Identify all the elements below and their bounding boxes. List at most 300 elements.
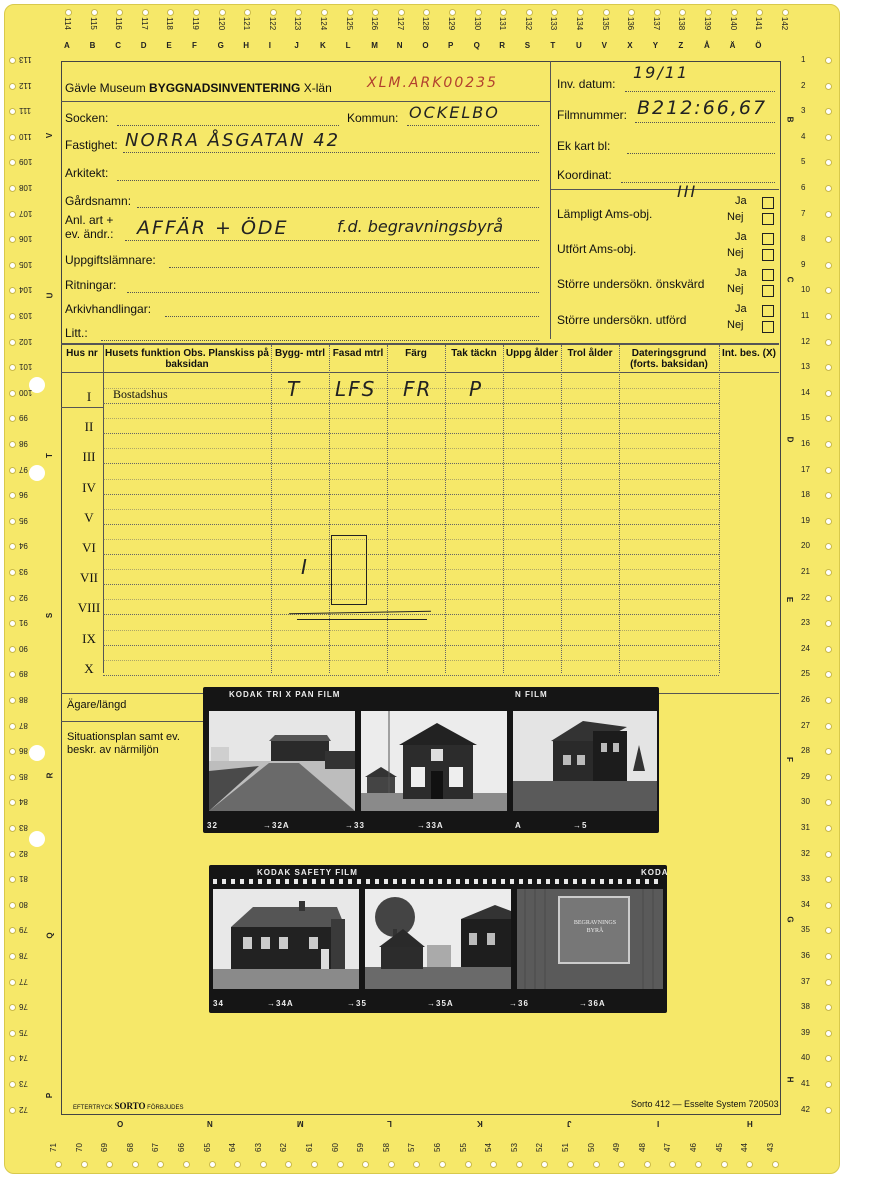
right-index-number: 5 xyxy=(801,157,806,167)
top-index-letter: X xyxy=(627,41,633,50)
bottom-index-number: 67 xyxy=(151,1143,161,1152)
anl-art-value-2: f.d. begravningsbyrå xyxy=(337,217,503,236)
photo-sign xyxy=(517,889,663,989)
punch-hole xyxy=(9,927,16,934)
left-index-number: 94 xyxy=(19,541,28,551)
right-index-number: 6 xyxy=(801,183,806,192)
filmnummer-label: Filmnummer: xyxy=(557,108,628,122)
punch-hole xyxy=(157,1161,164,1168)
left-index-number: 112 xyxy=(19,80,32,90)
left-index-number: 72 xyxy=(19,1104,28,1114)
top-index-number: 130 xyxy=(472,16,482,31)
punch-hole xyxy=(825,646,832,653)
left-index-number: 86 xyxy=(19,746,28,756)
top-index-number: 133 xyxy=(549,16,559,31)
table-row-line xyxy=(103,403,719,404)
film-frame-number: →33A xyxy=(417,821,444,830)
bottom-index-number: 45 xyxy=(714,1143,724,1152)
punch-hole xyxy=(9,1081,16,1088)
bottom-index-number: 60 xyxy=(330,1143,340,1152)
punch-hole xyxy=(628,9,635,16)
table-row-subline xyxy=(103,630,719,631)
film-frame-number: →36A xyxy=(579,999,606,1008)
punch-hole xyxy=(9,953,16,960)
punch-hole xyxy=(772,1161,779,1168)
bottom-index-letter: M xyxy=(297,1119,304,1128)
left-index-number: 103 xyxy=(19,311,33,320)
punch-hole xyxy=(423,9,430,16)
punch-hole xyxy=(825,57,832,64)
punch-hole xyxy=(347,9,354,16)
left-index-number: 107 xyxy=(19,208,33,218)
punch-hole xyxy=(55,1161,62,1168)
top-index-letter: F xyxy=(192,41,197,50)
row-number: VII xyxy=(79,570,99,586)
bottom-index-number: 70 xyxy=(74,1143,84,1152)
bottom-index-letter: J xyxy=(567,1119,572,1128)
table-row-line xyxy=(103,584,719,585)
bottom-index-letter: H xyxy=(747,1119,753,1128)
right-index-number: 23 xyxy=(801,618,810,628)
binder-hole xyxy=(29,745,45,761)
punch-hole xyxy=(825,390,832,397)
nej-checkbox xyxy=(762,285,774,297)
top-index-number: 126 xyxy=(370,16,380,31)
punch-hole xyxy=(413,1161,420,1168)
left-index-number: 96 xyxy=(19,490,28,500)
plan-sketch-building xyxy=(331,535,367,605)
film-strip-1 xyxy=(203,687,659,833)
table-row-line xyxy=(103,645,719,646)
film-frame-number: →35A xyxy=(427,999,454,1008)
filmnummer-value: B212:66,67 xyxy=(637,97,768,119)
punch-hole xyxy=(9,339,16,346)
nej-label: Nej xyxy=(727,211,744,223)
ja-label: Ja xyxy=(735,303,747,315)
nej-label: Nej xyxy=(727,319,744,331)
right-index-number: 4 xyxy=(801,131,806,141)
form-title: Gävle Museum BYGGNADSINVENTERING X-län xyxy=(65,81,332,95)
top-index-letter: D xyxy=(140,41,147,50)
top-index-number: 120 xyxy=(216,16,226,31)
right-index-number: 26 xyxy=(801,695,810,704)
left-index-number: 77 xyxy=(19,976,28,986)
row1-bygg: T xyxy=(287,377,302,401)
bottom-index-letter: I xyxy=(657,1119,660,1128)
punch-hole xyxy=(500,9,507,16)
socken-label: Socken: xyxy=(65,111,109,125)
left-index-number: 78 xyxy=(19,951,28,960)
kommun-label: Kommun: xyxy=(347,111,399,125)
punch-hole xyxy=(756,9,763,16)
column-header: Tak täckn xyxy=(451,348,497,359)
punch-hole xyxy=(295,9,302,16)
top-index-letter: V xyxy=(601,41,607,50)
film-frame-number: →36 xyxy=(509,999,529,1008)
punch-hole xyxy=(9,518,16,525)
top-index-letter: E xyxy=(166,41,172,50)
top-index-number: 139 xyxy=(703,16,713,31)
row-number: VI xyxy=(82,540,96,555)
punch-hole xyxy=(782,9,789,16)
punch-hole xyxy=(825,518,832,525)
punch-hole xyxy=(526,9,533,16)
left-index-number: 104 xyxy=(19,285,33,295)
left-index-number: 98 xyxy=(19,439,28,448)
right-index-number: 21 xyxy=(801,567,810,576)
left-index-number: 100 xyxy=(19,387,33,397)
situation-label-2: beskr. av närmiljön xyxy=(67,744,159,756)
bottom-index-number: 59 xyxy=(356,1143,366,1152)
punch-hole xyxy=(679,9,686,16)
punch-hole xyxy=(9,799,16,806)
bottom-index-number: 56 xyxy=(432,1143,442,1152)
bottom-index-number: 50 xyxy=(586,1143,596,1152)
punch-hole xyxy=(825,851,832,858)
punch-hole xyxy=(9,1004,16,1011)
punch-hole xyxy=(270,9,277,16)
film-strip-2 xyxy=(209,865,667,1013)
punch-hole xyxy=(654,9,661,16)
arkitekt-label: Arkitekt: xyxy=(65,166,109,180)
punch-hole xyxy=(388,1161,395,1168)
right-index-number: 10 xyxy=(801,285,810,295)
punch-hole xyxy=(9,108,16,115)
bottom-index-number: 66 xyxy=(176,1143,186,1152)
right-index-number: 28 xyxy=(801,746,810,756)
bottom-index-number: 57 xyxy=(407,1143,417,1152)
right-index-letter: E xyxy=(785,596,795,603)
photo-house-trees xyxy=(365,889,511,989)
ja-checkbox xyxy=(762,269,774,281)
punch-hole xyxy=(825,339,832,346)
table-row-subline xyxy=(103,448,719,449)
nej-label: Nej xyxy=(727,247,744,259)
punch-hole xyxy=(234,1161,241,1168)
film-frame-number: →33 xyxy=(345,821,365,830)
film2-brand: KODAK SAFETY FILM xyxy=(257,868,358,877)
column-header: Uppg ålder xyxy=(505,348,559,359)
punch-hole xyxy=(9,262,16,269)
bottom-index-number: 49 xyxy=(612,1143,622,1152)
punch-hole xyxy=(244,9,251,16)
punch-hole xyxy=(593,1161,600,1168)
right-index-number: 1 xyxy=(801,55,806,64)
right-index-number: 35 xyxy=(801,925,810,935)
punch-hole xyxy=(9,902,16,909)
punch-hole xyxy=(746,1161,753,1168)
row-number: X xyxy=(84,660,94,676)
film-frame-number: →35 xyxy=(347,999,367,1008)
punch-hole xyxy=(825,185,832,192)
top-index-number: 142 xyxy=(779,16,789,31)
bottom-index-number: 71 xyxy=(48,1143,58,1152)
punch-hole xyxy=(825,236,832,243)
right-index-number: 39 xyxy=(801,1027,810,1037)
punch-hole xyxy=(91,9,98,16)
table-row-subline xyxy=(103,660,719,661)
left-index-number: 82 xyxy=(19,848,28,858)
punch-hole xyxy=(825,211,832,218)
punch-hole xyxy=(618,1161,625,1168)
left-index-number: 110 xyxy=(19,131,32,141)
top-index-letter: O xyxy=(422,41,429,50)
bottom-index-number: 69 xyxy=(100,1143,110,1152)
binder-hole xyxy=(29,831,45,847)
punch-hole xyxy=(695,1161,702,1168)
row-number: III xyxy=(82,449,96,465)
top-index-letter: S xyxy=(524,41,531,50)
kommun-value: OCKELBO xyxy=(409,103,500,122)
top-index-letter: M xyxy=(371,41,378,50)
left-index-number: 87 xyxy=(19,720,28,730)
row-number: IX xyxy=(82,630,96,646)
left-index-number: 99 xyxy=(19,413,28,423)
bottom-index-number: 55 xyxy=(458,1143,468,1152)
left-index-number: 108 xyxy=(19,183,33,192)
lampligt-label: Lämpligt Ams-obj. xyxy=(557,207,653,221)
bottom-index-number: 43 xyxy=(765,1143,775,1152)
punch-hole xyxy=(825,620,832,627)
punch-hole xyxy=(9,236,16,243)
punch-hole xyxy=(490,1161,497,1168)
bottom-index-number: 61 xyxy=(304,1143,314,1152)
punch-hole xyxy=(825,902,832,909)
right-index-number: 7 xyxy=(801,208,806,218)
left-index-letter: R xyxy=(45,772,55,779)
nej-label: Nej xyxy=(727,283,744,295)
table-row-line xyxy=(103,554,719,555)
punch-hole xyxy=(825,287,832,294)
lampligt-mark: III xyxy=(677,182,698,201)
punch-hole xyxy=(825,1107,832,1114)
bottom-index-number: 54 xyxy=(484,1143,494,1152)
row-number: IV xyxy=(82,479,96,495)
left-index-number: 92 xyxy=(19,592,28,602)
inv-datum-value: 19/11 xyxy=(633,63,690,82)
punch-hole xyxy=(9,159,16,166)
column-header: Trol ålder xyxy=(567,348,613,359)
left-index-number: 85 xyxy=(19,771,28,781)
right-index-letter: F xyxy=(784,757,794,762)
left-index-number: 109 xyxy=(19,157,33,167)
punch-hole xyxy=(825,467,832,474)
top-index-number: 118 xyxy=(165,17,175,30)
bottom-index-number: 62 xyxy=(279,1143,289,1152)
top-index-number: 136 xyxy=(626,16,636,31)
punch-hole xyxy=(9,825,16,832)
nej-checkbox xyxy=(762,249,774,261)
top-index-number: 140 xyxy=(728,16,738,31)
punch-hole xyxy=(9,185,16,192)
right-index-number: 2 xyxy=(801,80,806,90)
punch-hole xyxy=(439,1161,446,1168)
punch-hole xyxy=(9,748,16,755)
sketch-label: I xyxy=(301,555,309,579)
bottom-index-number: 53 xyxy=(509,1143,519,1152)
film-frame-number: 34 xyxy=(213,999,224,1008)
top-index-number: 123 xyxy=(293,16,303,31)
punch-hole xyxy=(825,748,832,755)
top-index-letter: R xyxy=(499,41,505,50)
top-index-number: 121 xyxy=(242,16,252,31)
film-frame-number: 32 xyxy=(207,821,218,830)
column-header: Bygg- mtrl xyxy=(275,348,325,359)
anl-art-label-1: Anl. art + xyxy=(65,213,114,227)
top-index-letter: N xyxy=(396,41,403,50)
ja-label: Ja xyxy=(735,231,747,243)
punch-hole xyxy=(9,1107,16,1114)
punch-hole xyxy=(9,467,16,474)
bottom-index-number: 64 xyxy=(228,1143,238,1152)
top-index-letter: Q xyxy=(473,41,480,50)
photo-house-corner xyxy=(213,889,359,989)
gardsnamn-label: Gårdsnamn: xyxy=(65,194,132,208)
right-index-number: 32 xyxy=(801,848,810,858)
table-row-subline xyxy=(103,418,719,419)
inventory-card xyxy=(4,4,840,1174)
punch-hole xyxy=(183,1161,190,1168)
storre-onskvard-label: Större undersökn. önskvärd xyxy=(557,277,705,291)
film1-brand: KODAK TRI X PAN FILM xyxy=(229,690,341,699)
table-row-subline xyxy=(103,569,719,570)
punch-hole xyxy=(167,9,174,16)
punch-hole xyxy=(825,723,832,730)
situation-label-1: Situationsplan samt ev. xyxy=(67,731,180,743)
left-index-number: 88 xyxy=(19,695,28,704)
bottom-index-number: 44 xyxy=(740,1143,750,1152)
right-index-letter: C xyxy=(785,276,795,283)
right-index-number: 31 xyxy=(801,823,810,832)
left-index-number: 90 xyxy=(19,643,28,653)
top-index-number: 141 xyxy=(754,16,764,31)
left-index-number: 106 xyxy=(19,234,33,244)
row-sep xyxy=(61,407,103,408)
punch-hole xyxy=(260,1161,267,1168)
punch-hole xyxy=(219,9,226,16)
punch-hole xyxy=(721,1161,728,1168)
punch-hole xyxy=(825,134,832,141)
column-header: Färg xyxy=(405,348,427,359)
top-index-number: 128 xyxy=(421,16,431,31)
punch-hole xyxy=(9,851,16,858)
top-index-letter: P xyxy=(448,41,454,50)
bottom-index-letter: O xyxy=(117,1119,124,1128)
punch-hole xyxy=(9,492,16,499)
koordinat-label: Koordinat: xyxy=(557,168,612,182)
top-index-letter: K xyxy=(320,41,326,50)
right-index-number: 12 xyxy=(801,336,810,346)
left-index-letter: T xyxy=(44,453,54,458)
top-index-letter: Z xyxy=(678,41,684,50)
photo-house-side xyxy=(513,711,657,811)
bottom-index-number: 51 xyxy=(560,1143,570,1152)
punch-hole xyxy=(825,262,832,269)
nej-checkbox xyxy=(762,213,774,225)
right-index-number: 38 xyxy=(801,1002,810,1012)
footer-right: Sorto 412 — Esselte System 720503 xyxy=(631,1099,779,1109)
agare-label: Ägare/längd xyxy=(67,699,127,711)
punch-hole xyxy=(669,1161,676,1168)
ja-checkbox xyxy=(762,197,774,209)
punch-hole xyxy=(9,415,16,422)
punch-hole xyxy=(9,876,16,883)
top-index-letter: Y xyxy=(652,41,659,50)
punch-hole xyxy=(449,9,456,16)
top-index-number: 129 xyxy=(447,16,457,31)
right-index-number: 29 xyxy=(801,771,810,781)
top-index-letter: I xyxy=(268,41,272,50)
column-header: Husets funktion Obs. Planskiss på baksidan xyxy=(105,348,269,370)
top-index-number: 138 xyxy=(677,16,687,31)
left-index-number: 76 xyxy=(19,1002,28,1012)
left-index-number: 73 xyxy=(19,1079,28,1088)
left-index-number: 102 xyxy=(19,336,33,346)
punch-hole xyxy=(9,697,16,704)
top-index-letter: Ö xyxy=(755,41,762,50)
photo-street-view xyxy=(209,711,355,811)
uppgift-label: Uppgiftslämnare: xyxy=(65,253,156,267)
row1-farg: FR xyxy=(403,377,433,401)
top-index-letter: L xyxy=(345,41,351,50)
punch-hole xyxy=(9,441,16,448)
right-index-number: 37 xyxy=(801,976,810,986)
top-index-number: 116 xyxy=(114,17,124,30)
ja-checkbox xyxy=(762,305,774,317)
bottom-index-number: 52 xyxy=(535,1143,545,1152)
top-index-letter: U xyxy=(576,41,582,50)
nej-checkbox xyxy=(762,321,774,333)
punch-hole xyxy=(825,1055,832,1062)
anl-art-label-2: ev. ändr.: xyxy=(65,227,114,241)
left-index-number: 101 xyxy=(19,362,33,372)
punch-hole xyxy=(285,1161,292,1168)
left-index-letter: Q xyxy=(45,932,55,939)
handwritten-id: XLM.ARK00235 xyxy=(367,75,498,91)
punch-hole xyxy=(362,1161,369,1168)
punch-hole xyxy=(731,9,738,16)
left-index-number: 80 xyxy=(19,899,28,909)
film-frame-number: A xyxy=(515,821,522,830)
punch-hole xyxy=(825,159,832,166)
top-index-number: 124 xyxy=(319,16,329,31)
punch-hole xyxy=(209,1161,216,1168)
table-col-line xyxy=(719,345,720,673)
table-row-line xyxy=(103,614,719,615)
fastighet-value: NORRA ÅSGATAN 42 xyxy=(125,130,341,151)
punch-hole xyxy=(142,9,149,16)
top-index-number: 122 xyxy=(267,16,277,31)
punch-hole xyxy=(567,1161,574,1168)
punch-hole xyxy=(825,108,832,115)
punch-hole xyxy=(9,1030,16,1037)
punch-hole xyxy=(603,9,610,16)
bottom-index-number: 68 xyxy=(125,1143,135,1152)
film1-brand-2: N FILM xyxy=(515,690,548,699)
top-index-number: 127 xyxy=(395,16,405,31)
right-index-number: 14 xyxy=(801,387,810,397)
right-index-number: 33 xyxy=(801,874,810,884)
table-row-subline xyxy=(103,539,719,540)
table-row-subline xyxy=(103,509,719,510)
left-index-letter: V xyxy=(45,132,55,139)
punch-hole xyxy=(337,1161,344,1168)
film-frame-number: →32A xyxy=(263,821,290,830)
row1-function: Bostadshus xyxy=(113,387,168,401)
punch-hole xyxy=(825,313,832,320)
row-number: VIII xyxy=(77,600,101,616)
right-index-letter: G xyxy=(785,916,795,923)
